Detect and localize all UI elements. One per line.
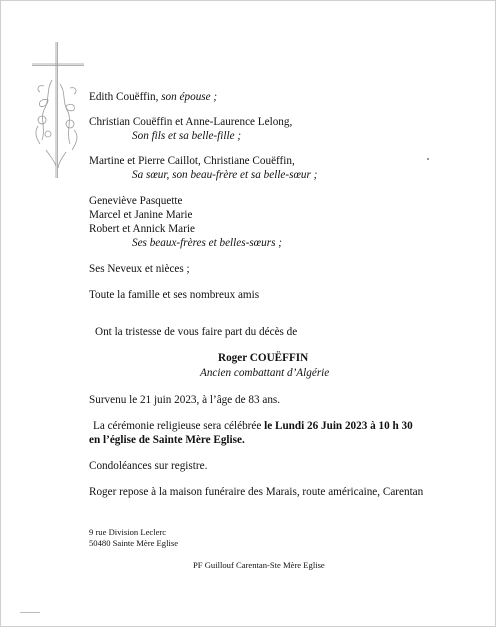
ceremony-line [93,419,413,433]
condolences-line: Condoléances sur registre. [89,460,208,472]
intro-line: Ont la tristesse de vous faire part du décès de [95,326,298,338]
inlaw-1: Geneviève Pasquette [89,195,183,207]
sister-role: Sa sœur, son beau-frère et sa belle-sœur ; [132,169,318,181]
inlaw-3: Robert et Annick Marie [89,223,195,235]
all-family-line: Toute la famille et ses nombreux amis [89,289,260,301]
address-line-1: 9 rue Division Leclerc [89,527,167,537]
wife-line [89,90,217,104]
ceremony-date: le Lundi 26 Juin 2023 à 10 h 30 [264,420,413,432]
deceased-title: Ancien combattant d’Algérie [200,367,330,379]
inlaw-role: Ses beaux-frères et belles-sœurs ; [132,237,282,249]
inlaw-2: Marcel et Janine Marie [89,209,193,221]
ceremony-place: en l’église de Sainte Mère Eglise. [89,434,245,446]
wife-name: Edith Couëffin, [89,91,159,103]
sister-names: Martine et Pierre Caillot, Christiane Couëffin, [89,155,295,167]
cross-with-flowers-icon [26,40,88,180]
nephews-line: Ses Neveux et nièces ; [89,263,190,275]
wife-role: son épouse ; [161,91,218,103]
ceremony-text: La cérémonie religieuse sera célébrée [93,420,265,432]
son-role: Son fils et sa belle-fille ; [132,130,242,142]
stray-dot [427,158,429,160]
scan-mark [20,612,40,613]
resting-place-line: Roger repose à la maison funéraire des Marais, route américaine, Carentan [89,486,424,498]
funeral-home: PF Guillouf Carentan-Ste Mère Eglise [193,560,325,570]
death-date-line: Survenu le 21 juin 2023, à l’âge de 83 ans. [89,394,281,406]
deceased-name: Roger COUËFFIN [218,352,309,364]
son-names: Christian Couëffin et Anne-Laurence Lelong, [89,116,293,128]
address-line-2: 50480 Sainte Mère Eglise [89,538,179,548]
